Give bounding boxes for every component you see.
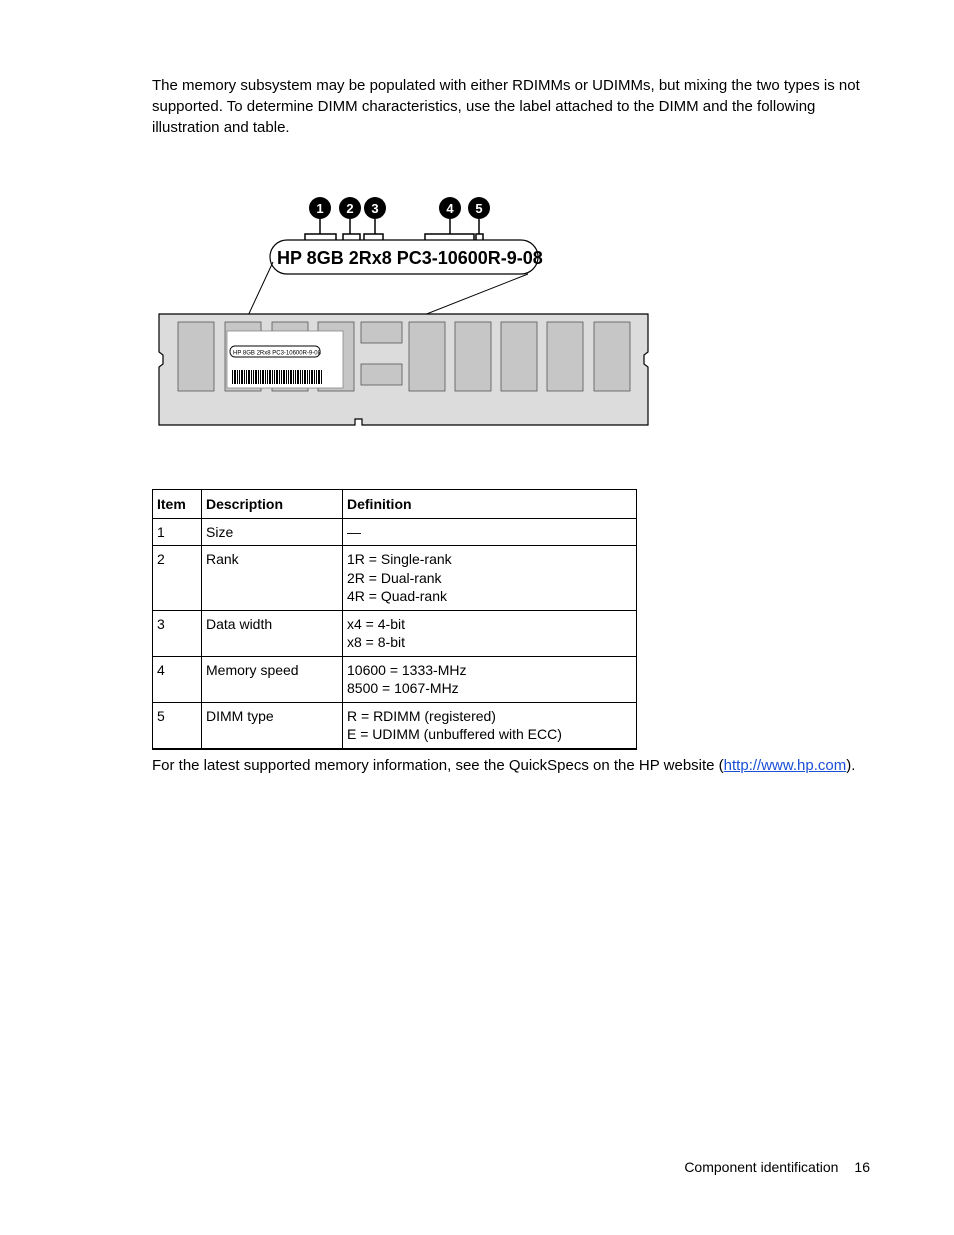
cell-item: 5 bbox=[153, 702, 202, 749]
table-row bbox=[153, 656, 637, 702]
cell-item: 3 bbox=[153, 610, 202, 656]
definition-line: 1R = Single-rank bbox=[347, 551, 452, 567]
dimm-diagram bbox=[150, 190, 660, 430]
definition-line: x8 = 8-bit bbox=[347, 634, 405, 650]
svg-text:2: 2 bbox=[346, 201, 354, 216]
cell-definition bbox=[343, 702, 637, 749]
header-item: Item bbox=[153, 490, 202, 519]
sticker-label-text: HP 8GB 2Rx8 PC3-10600R-9-08 bbox=[233, 350, 321, 357]
callout-4 bbox=[439, 197, 461, 219]
callout-5 bbox=[468, 197, 490, 219]
svg-text:4: 4 bbox=[446, 201, 454, 216]
cell-description: Memory speed bbox=[202, 656, 343, 702]
callout-3 bbox=[364, 197, 386, 219]
page-footer bbox=[684, 1158, 870, 1176]
table-row bbox=[153, 518, 637, 546]
definition-line: R = RDIMM (registered) bbox=[347, 707, 496, 724]
footer-section-title: Component identification bbox=[684, 1159, 839, 1175]
cell-description: Data width bbox=[202, 610, 343, 656]
outro-paragraph bbox=[152, 755, 874, 776]
cell-item: 1 bbox=[153, 518, 202, 546]
intro-paragraph: The memory subsystem may be populated with either RDIMMs or UDIMMs, but mixing the two types is not supported. To determine DIMM characteristics, use the label attached to the DIMM and the following illustration and table. bbox=[152, 77, 860, 136]
outro-text-after: ). bbox=[846, 757, 856, 774]
enlarged-label-text: HP 8GB 2Rx8 PC3-10600R-9-08 bbox=[277, 248, 543, 268]
cell-definition bbox=[343, 546, 637, 611]
definition-line: 10600 = 1333-MHz bbox=[347, 661, 467, 678]
cell-item: 2 bbox=[153, 546, 202, 611]
definition-line: E = UDIMM (unbuffered with ECC) bbox=[347, 726, 562, 742]
definition-line: x4 = 4-bit bbox=[347, 615, 405, 632]
cell-description: Rank bbox=[202, 546, 343, 611]
header-description: Description bbox=[202, 490, 343, 519]
dimm-sticker bbox=[227, 331, 343, 388]
definition-line: 4R = Quad-rank bbox=[347, 588, 447, 604]
dimm-illustration bbox=[150, 190, 660, 430]
table-row bbox=[153, 610, 637, 656]
svg-text:3: 3 bbox=[371, 201, 379, 216]
svg-text:5: 5 bbox=[475, 201, 483, 216]
cell-item: 4 bbox=[153, 656, 202, 702]
table-header-row bbox=[153, 490, 637, 519]
definition-line: 8500 = 1067-MHz bbox=[347, 680, 459, 696]
callout-2 bbox=[339, 197, 361, 219]
page-number: 16 bbox=[854, 1159, 870, 1175]
dimm-spec-table bbox=[152, 489, 637, 750]
table-row bbox=[153, 702, 637, 749]
cell-definition bbox=[343, 656, 637, 702]
definition-line: — bbox=[347, 523, 361, 540]
cell-description: Size bbox=[202, 518, 343, 546]
outro-text-before: For the latest supported memory information, see the QuickSpecs on the HP website ( bbox=[152, 757, 724, 774]
svg-text:1: 1 bbox=[316, 201, 324, 216]
cell-description: DIMM type bbox=[202, 702, 343, 749]
cell-definition bbox=[343, 518, 637, 546]
cell-definition bbox=[343, 610, 637, 656]
header-definition: Definition bbox=[343, 490, 637, 519]
table-row bbox=[153, 546, 637, 611]
callout-1 bbox=[309, 197, 331, 219]
definition-line: 2R = Dual-rank bbox=[347, 569, 442, 586]
hp-website-link[interactable]: http://www.hp.com bbox=[723, 757, 847, 774]
